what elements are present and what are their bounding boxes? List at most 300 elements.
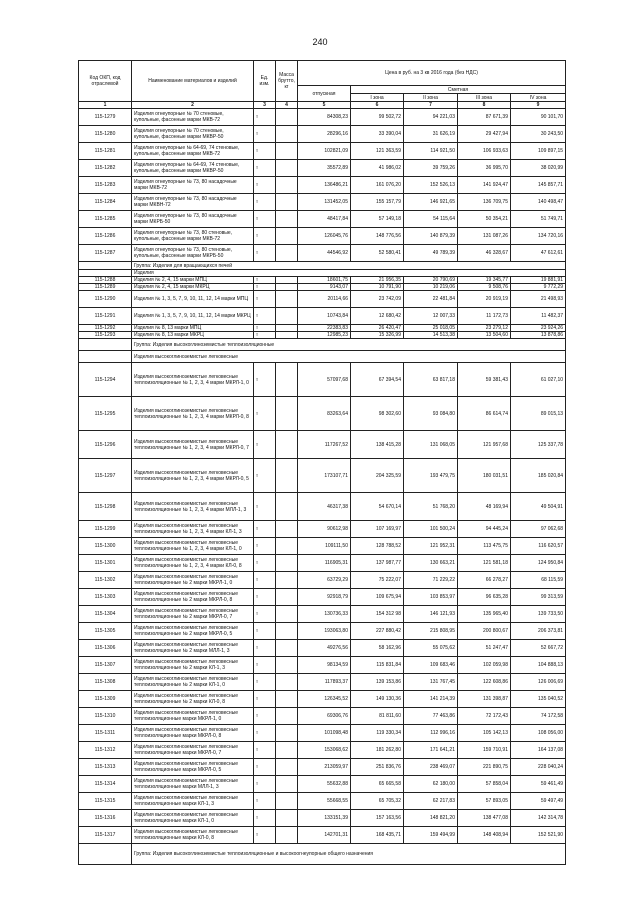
item-unit: т	[254, 143, 276, 160]
item-code: 115-1288	[79, 277, 132, 284]
header-zone-1: I зона	[351, 94, 404, 102]
item-name: Изделия огнеупорные № 70 стеновые, купольные, фасонные марки МКВР-50	[132, 126, 254, 143]
item-mass	[276, 277, 298, 284]
column-number: 1	[79, 102, 132, 109]
header-price-title: Цена в руб. на 3 кв 2016 года (без НДС)	[298, 61, 566, 86]
table-row	[79, 606, 566, 623]
price-zone-1: 204 325,59	[351, 459, 404, 493]
price-release: 20114,66	[298, 291, 351, 308]
item-mass	[276, 245, 298, 262]
price-zone-4: 116 620,57	[511, 538, 566, 555]
price-release: 35572,89	[298, 160, 351, 177]
price-zone-3: 131 087,26	[458, 228, 511, 245]
item-code: 115-1306	[79, 640, 132, 657]
price-zone-4: 74 172,58	[511, 708, 566, 725]
item-name: Изделия высокоглиноземистые легковесные теплоизоляционные марки МКРЛ-0, 7	[132, 742, 254, 759]
price-zone-1: 54 670,14	[351, 493, 404, 521]
table-row	[79, 332, 566, 339]
group-title: Изделия высокоглиноземистые легковесные	[132, 351, 566, 363]
item-unit: т	[254, 725, 276, 742]
item-unit: т	[254, 277, 276, 284]
price-release: 22383,83	[298, 325, 351, 332]
header-mass: Масса брутто, кг	[276, 61, 298, 102]
price-zone-3: 86 614,74	[458, 397, 511, 431]
price-zone-2: 193 479,75	[404, 459, 458, 493]
table-row	[79, 363, 566, 397]
column-number: 8	[458, 102, 511, 109]
price-zone-3: 136 709,75	[458, 194, 511, 211]
price-release: 48417,84	[298, 211, 351, 228]
price-zone-1: 81 811,60	[351, 708, 404, 725]
price-zone-3: 19 345,77	[458, 277, 511, 284]
item-unit: т	[254, 589, 276, 606]
price-zone-2: 93 084,80	[404, 397, 458, 431]
item-unit: т	[254, 194, 276, 211]
price-release: 117893,37	[298, 674, 351, 691]
price-zone-2: 101 500,24	[404, 521, 458, 538]
item-mass	[276, 194, 298, 211]
price-release: 131452,05	[298, 194, 351, 211]
price-zone-3: 113 475,75	[458, 538, 511, 555]
price-zone-3: 57 893,05	[458, 793, 511, 810]
item-mass	[276, 623, 298, 640]
price-release: 102821,09	[298, 143, 351, 160]
item-name: Изделия № 8, 13 марки МПЦ	[132, 325, 254, 332]
price-zone-1: 121 363,59	[351, 143, 404, 160]
table-row	[79, 325, 566, 332]
item-name: Изделия № 2, 4, 15 марки МКРЦ	[132, 284, 254, 291]
price-zone-4: 206 373,81	[511, 623, 566, 640]
price-zone-1: 65 705,32	[351, 793, 404, 810]
item-unit: т	[254, 827, 276, 844]
page-number: 240	[312, 37, 328, 47]
price-zone-1: 58 162,96	[351, 640, 404, 657]
item-name: Изделия высокоглиноземистые легковесные теплоизоляционные № 2 марки КЛ-1, 0	[132, 674, 254, 691]
group-code-cell	[79, 351, 132, 363]
item-name: Изделия высокоглиноземистые легковесные теплоизоляционные марки КЛ-1, 0	[132, 810, 254, 827]
price-release: 90612,98	[298, 521, 351, 538]
price-zone-1: 107 169,97	[351, 521, 404, 538]
column-number: 7	[404, 102, 458, 109]
item-unit: т	[254, 640, 276, 657]
price-zone-4: 21 498,93	[511, 291, 566, 308]
item-name: Изделия высокоглиноземистые легковесные теплоизоляционные № 2 марки МКРЛ-1, 0	[132, 572, 254, 589]
item-name: Изделия высокоглиноземистые легковесные теплоизоляционные марки МКРЛ-0, 5	[132, 759, 254, 776]
item-name: Изделия высокоглиноземистые легковесные теплоизоляционные № 1, 2, 3, 4 марки КЛ-0, 8	[132, 555, 254, 572]
item-mass	[276, 555, 298, 572]
item-name: Изделия огнеупорные № 73, 80 насадочные марки МКРБ-50	[132, 211, 254, 228]
item-mass	[276, 589, 298, 606]
item-unit: т	[254, 538, 276, 555]
price-release: 109111,50	[298, 538, 351, 555]
item-name: Изделия огнеупорные № 70 стеновые, купольные, фасонные марки МКВ-72	[132, 109, 254, 126]
column-number: 5	[298, 102, 351, 109]
price-zone-3: 200 800,67	[458, 623, 511, 640]
price-zone-2: 215 808,95	[404, 623, 458, 640]
item-name: Изделия высокоглиноземистые легковесные теплоизоляционные № 1, 2, 3, 4 марки МЛЛ-1, 3	[132, 493, 254, 521]
item-code: 115-1296	[79, 431, 132, 459]
item-code: 115-1309	[79, 691, 132, 708]
table-row	[79, 177, 566, 194]
table-row	[79, 640, 566, 657]
price-release: 98134,59	[298, 657, 351, 674]
price-zone-3: 135 965,40	[458, 606, 511, 623]
column-number: 3	[254, 102, 276, 109]
item-code: 115-1308	[79, 674, 132, 691]
price-zone-1: 57 149,18	[351, 211, 404, 228]
table-row	[79, 742, 566, 759]
price-release: 213059,97	[298, 759, 351, 776]
price-release: 28296,16	[298, 126, 351, 143]
price-zone-4: 52 667,72	[511, 640, 566, 657]
price-zone-1: 227 880,42	[351, 623, 404, 640]
price-zone-1: 115 831,84	[351, 657, 404, 674]
item-unit: т	[254, 708, 276, 725]
price-release: 116905,31	[298, 555, 351, 572]
item-mass	[276, 397, 298, 431]
price-release: 12985,23	[298, 332, 351, 339]
item-name: Изделия огнеупорные № 73, 80 насадочные марки МКВ-72	[132, 177, 254, 194]
price-zone-4: 61 027,10	[511, 363, 566, 397]
item-unit: т	[254, 623, 276, 640]
price-zone-4: 152 521,90	[511, 827, 566, 844]
item-name: Изделия высокоглиноземистые легковесные теплоизоляционные № 2 марки МЛЛ-1, 3	[132, 640, 254, 657]
price-zone-4: 108 056,00	[511, 725, 566, 742]
item-code: 115-1312	[79, 742, 132, 759]
price-zone-4: 90 101,70	[511, 109, 566, 126]
price-zone-1: 148 776,56	[351, 228, 404, 245]
item-unit: т	[254, 793, 276, 810]
item-unit: т	[254, 606, 276, 623]
price-zone-1: 157 163,56	[351, 810, 404, 827]
price-zone-3: 66 278,27	[458, 572, 511, 589]
price-release: 130736,33	[298, 606, 351, 623]
item-name: Изделия огнеупорные № 64-69, 74 стеновые, купольные, фасонные марки МКВ-72	[132, 143, 254, 160]
price-release: 117267,52	[298, 431, 351, 459]
group-title: Изделия	[132, 270, 566, 277]
price-zone-4: 139 733,50	[511, 606, 566, 623]
item-code: 115-1316	[79, 810, 132, 827]
item-name: Изделия высокоглиноземистые легковесные теплоизоляционные марки МЛЛ-1, 3	[132, 776, 254, 793]
item-mass	[276, 810, 298, 827]
item-unit: т	[254, 363, 276, 397]
column-number: 9	[511, 102, 566, 109]
price-zone-4: 47 612,61	[511, 245, 566, 262]
column-number: 6	[351, 102, 404, 109]
price-zone-4: 49 504,91	[511, 493, 566, 521]
header-code: Код ОКП, код отраслевой	[79, 61, 132, 102]
price-zone-3: 51 247,47	[458, 640, 511, 657]
item-mass	[276, 211, 298, 228]
item-mass	[276, 109, 298, 126]
item-name: Изделия № 1, 3, 5, 7, 9, 10, 11, 12, 14 марки МПЦ	[132, 291, 254, 308]
item-mass	[276, 493, 298, 521]
price-zone-2: 14 513,38	[404, 332, 458, 339]
price-zone-1: 99 502,72	[351, 109, 404, 126]
price-release: 49276,56	[298, 640, 351, 657]
table-row	[79, 291, 566, 308]
price-zone-1: 33 390,04	[351, 126, 404, 143]
price-zone-2: 25 018,05	[404, 325, 458, 332]
group-code-cell	[79, 339, 132, 351]
table-row	[79, 555, 566, 572]
item-code: 115-1290	[79, 291, 132, 308]
price-release: 153068,62	[298, 742, 351, 759]
price-zone-4: 140 498,47	[511, 194, 566, 211]
price-release: 84308,23	[298, 109, 351, 126]
item-unit: т	[254, 759, 276, 776]
price-zone-4: 104 888,13	[511, 657, 566, 674]
price-zone-2: 114 921,50	[404, 143, 458, 160]
item-code: 115-1303	[79, 589, 132, 606]
item-code: 115-1286	[79, 228, 132, 245]
table-row	[79, 827, 566, 844]
price-zone-1: 128 788,52	[351, 538, 404, 555]
item-mass	[276, 431, 298, 459]
item-name: Изделия высокоглиноземистые легковесные теплоизоляционные № 2 марки МКРЛ-0, 7	[132, 606, 254, 623]
price-zone-4: 30 243,50	[511, 126, 566, 143]
price-release: 136486,21	[298, 177, 351, 194]
price-zone-2: 12 007,33	[404, 308, 458, 325]
price-zone-1: 137 987,77	[351, 555, 404, 572]
price-zone-4: 126 006,69	[511, 674, 566, 691]
price-release: 55668,55	[298, 793, 351, 810]
price-zone-2: 131 767,45	[404, 674, 458, 691]
price-zone-3: 138 477,08	[458, 810, 511, 827]
item-mass	[276, 363, 298, 397]
price-zone-3: 9 508,76	[458, 284, 511, 291]
item-mass	[276, 776, 298, 793]
header-zone-4: IV зона	[511, 94, 566, 102]
item-mass	[276, 160, 298, 177]
price-zone-4: 125 337,78	[511, 431, 566, 459]
price-zone-3: 20 919,19	[458, 291, 511, 308]
item-code: 115-1300	[79, 538, 132, 555]
price-zone-1: 75 222,07	[351, 572, 404, 589]
item-mass	[276, 657, 298, 674]
item-code: 115-1314	[79, 776, 132, 793]
price-zone-2: 63 817,18	[404, 363, 458, 397]
price-zone-4: 124 950,84	[511, 555, 566, 572]
item-mass	[276, 742, 298, 759]
price-release: 18601,75	[298, 277, 351, 284]
header-release-price: отпускная	[298, 86, 351, 102]
price-zone-2: 31 626,19	[404, 126, 458, 143]
price-zone-2: 148 821,20	[404, 810, 458, 827]
item-unit: т	[254, 284, 276, 291]
price-zone-1: 23 742,09	[351, 291, 404, 308]
price-zone-2: 130 663,21	[404, 555, 458, 572]
item-code: 115-1317	[79, 827, 132, 844]
price-zone-3: 221 890,75	[458, 759, 511, 776]
price-zone-2: 152 526,13	[404, 177, 458, 194]
price-zone-4: 38 020,99	[511, 160, 566, 177]
group-title: Группа: Изделия высокоглиноземистые теплоизоляционные	[132, 339, 566, 351]
price-zone-1: 155 157,79	[351, 194, 404, 211]
item-code: 115-1301	[79, 555, 132, 572]
item-unit: т	[254, 742, 276, 759]
item-code: 115-1283	[79, 177, 132, 194]
price-release: 126045,76	[298, 228, 351, 245]
price-zone-4: 134 720,16	[511, 228, 566, 245]
price-zone-1: 109 675,94	[351, 589, 404, 606]
group-row	[79, 351, 566, 363]
item-name: Изделия № 1, 3, 5, 7, 9, 10, 11, 12, 14 марки МКРЦ	[132, 308, 254, 325]
item-mass	[276, 572, 298, 589]
price-zone-4: 185 020,84	[511, 459, 566, 493]
table-row	[79, 126, 566, 143]
group-row	[79, 270, 566, 277]
item-unit: т	[254, 776, 276, 793]
item-name: Изделия высокоглиноземистые легковесные теплоизоляционные № 1, 2, 3, 4 марки МКРЛ-0, 8	[132, 397, 254, 431]
price-zone-4: 59 461,49	[511, 776, 566, 793]
price-zone-1: 139 153,86	[351, 674, 404, 691]
table-row	[79, 308, 566, 325]
item-code: 115-1297	[79, 459, 132, 493]
item-unit: т	[254, 572, 276, 589]
price-zone-2: 22 481,84	[404, 291, 458, 308]
item-mass	[276, 325, 298, 332]
column-number: 2	[132, 102, 254, 109]
price-release: 46317,38	[298, 493, 351, 521]
price-zone-2: 49 789,39	[404, 245, 458, 262]
item-unit: т	[254, 657, 276, 674]
price-zone-2: 146 921,65	[404, 194, 458, 211]
item-mass	[276, 793, 298, 810]
price-zone-3: 23 279,12	[458, 325, 511, 332]
table-row	[79, 623, 566, 640]
item-unit: т	[254, 674, 276, 691]
price-release: 57097,68	[298, 363, 351, 397]
price-zone-3: 121 581,18	[458, 555, 511, 572]
item-mass	[276, 538, 298, 555]
item-mass	[276, 177, 298, 194]
table-body	[79, 109, 566, 865]
item-unit: т	[254, 459, 276, 493]
table-row	[79, 493, 566, 521]
item-mass	[276, 521, 298, 538]
table-row	[79, 109, 566, 126]
item-code: 115-1315	[79, 793, 132, 810]
price-release: 193063,80	[298, 623, 351, 640]
item-mass	[276, 126, 298, 143]
item-mass	[276, 291, 298, 308]
price-zone-2: 141 214,39	[404, 691, 458, 708]
table-row	[79, 691, 566, 708]
price-zone-3: 57 858,04	[458, 776, 511, 793]
item-mass	[276, 459, 298, 493]
item-code: 115-1289	[79, 284, 132, 291]
price-zone-3: 94 445,24	[458, 521, 511, 538]
table-row	[79, 521, 566, 538]
item-mass	[276, 725, 298, 742]
price-zone-2: 103 853,97	[404, 589, 458, 606]
group-row	[79, 339, 566, 351]
price-zone-3: 131 398,87	[458, 691, 511, 708]
price-release: 9143,07	[298, 284, 351, 291]
price-zone-3: 96 635,28	[458, 589, 511, 606]
group-title: Группа: Изделия высокоглиноземистые теплоизоляционные и высокоогнеупорные общего назначения	[132, 844, 566, 865]
item-unit: т	[254, 332, 276, 339]
price-zone-4: 99 313,59	[511, 589, 566, 606]
item-name: Изделия высокоглиноземистые легковесные теплоизоляционные № 2 марки МКРЛ-0, 8	[132, 589, 254, 606]
item-unit: т	[254, 291, 276, 308]
column-numbers-row	[79, 102, 566, 109]
price-zone-3: 59 381,43	[458, 363, 511, 397]
table-row	[79, 160, 566, 177]
price-zone-2: 62 217,83	[404, 793, 458, 810]
group-row	[79, 844, 566, 865]
header-zone-2: II зона	[404, 94, 458, 102]
price-zone-3: 36 995,70	[458, 160, 511, 177]
price-zone-3: 105 142,13	[458, 725, 511, 742]
price-zone-2: 39 759,26	[404, 160, 458, 177]
price-zone-1: 26 420,47	[351, 325, 404, 332]
price-zone-3: 159 710,91	[458, 742, 511, 759]
item-code: 115-1295	[79, 397, 132, 431]
price-zone-1: 21 956,35	[351, 277, 404, 284]
item-name: Изделия огнеупорные № 73, 80 насадочные марки МКВН-72	[132, 194, 254, 211]
item-code: 115-1287	[79, 245, 132, 262]
price-zone-2: 71 229,22	[404, 572, 458, 589]
price-zone-4: 51 749,71	[511, 211, 566, 228]
group-code-cell	[79, 270, 132, 277]
price-zone-4: 68 115,59	[511, 572, 566, 589]
price-zone-2: 51 768,20	[404, 493, 458, 521]
price-zone-4: 9 772,29	[511, 284, 566, 291]
item-unit: т	[254, 160, 276, 177]
item-mass	[276, 640, 298, 657]
price-zone-2: 77 463,86	[404, 708, 458, 725]
item-code: 115-1305	[79, 623, 132, 640]
item-unit: т	[254, 555, 276, 572]
table-row	[79, 776, 566, 793]
item-unit: т	[254, 691, 276, 708]
group-row	[79, 262, 566, 270]
price-zone-3: 102 059,98	[458, 657, 511, 674]
item-name: Изделия высокоглиноземистые легковесные теплоизоляционные марки МКРЛ-0, 8	[132, 725, 254, 742]
column-number: 4	[276, 102, 298, 109]
price-zone-2: 140 879,39	[404, 228, 458, 245]
price-zone-2: 238 469,07	[404, 759, 458, 776]
price-release: 44546,92	[298, 245, 351, 262]
price-zone-4: 109 897,15	[511, 143, 566, 160]
item-code: 115-1302	[79, 572, 132, 589]
price-zone-1: 154 312 98	[351, 606, 404, 623]
item-unit: т	[254, 325, 276, 332]
price-zone-1: 65 665,58	[351, 776, 404, 793]
price-zone-1: 181 262,80	[351, 742, 404, 759]
group-code-cell	[79, 844, 132, 865]
group-title: Группа: Изделия для вращающихся печей	[132, 262, 566, 270]
item-name: Изделия высокоглиноземистые легковесные теплоизоляционные марки КЛ-0, 8	[132, 827, 254, 844]
price-zone-1: 52 580,41	[351, 245, 404, 262]
price-zone-4: 145 857,71	[511, 177, 566, 194]
item-name: Изделия высокоглиноземистые легковесные теплоизоляционные марки КЛ-1, 3	[132, 793, 254, 810]
price-zone-1: 138 415,28	[351, 431, 404, 459]
price-zone-1: 251 836,76	[351, 759, 404, 776]
table-row	[79, 228, 566, 245]
table-row	[79, 277, 566, 284]
table-row	[79, 589, 566, 606]
header-name: Наименование материалов и изделий	[132, 61, 254, 102]
item-mass	[276, 284, 298, 291]
group-code-cell	[79, 262, 132, 270]
price-zone-4: 11 482,37	[511, 308, 566, 325]
item-name: Изделия высокоглиноземистые легковесные теплоизоляционные № 1, 2, 3, 4 марки МКРЛ-0, 5	[132, 459, 254, 493]
price-zone-4: 228 040,24	[511, 759, 566, 776]
price-zone-2: 94 221,03	[404, 109, 458, 126]
